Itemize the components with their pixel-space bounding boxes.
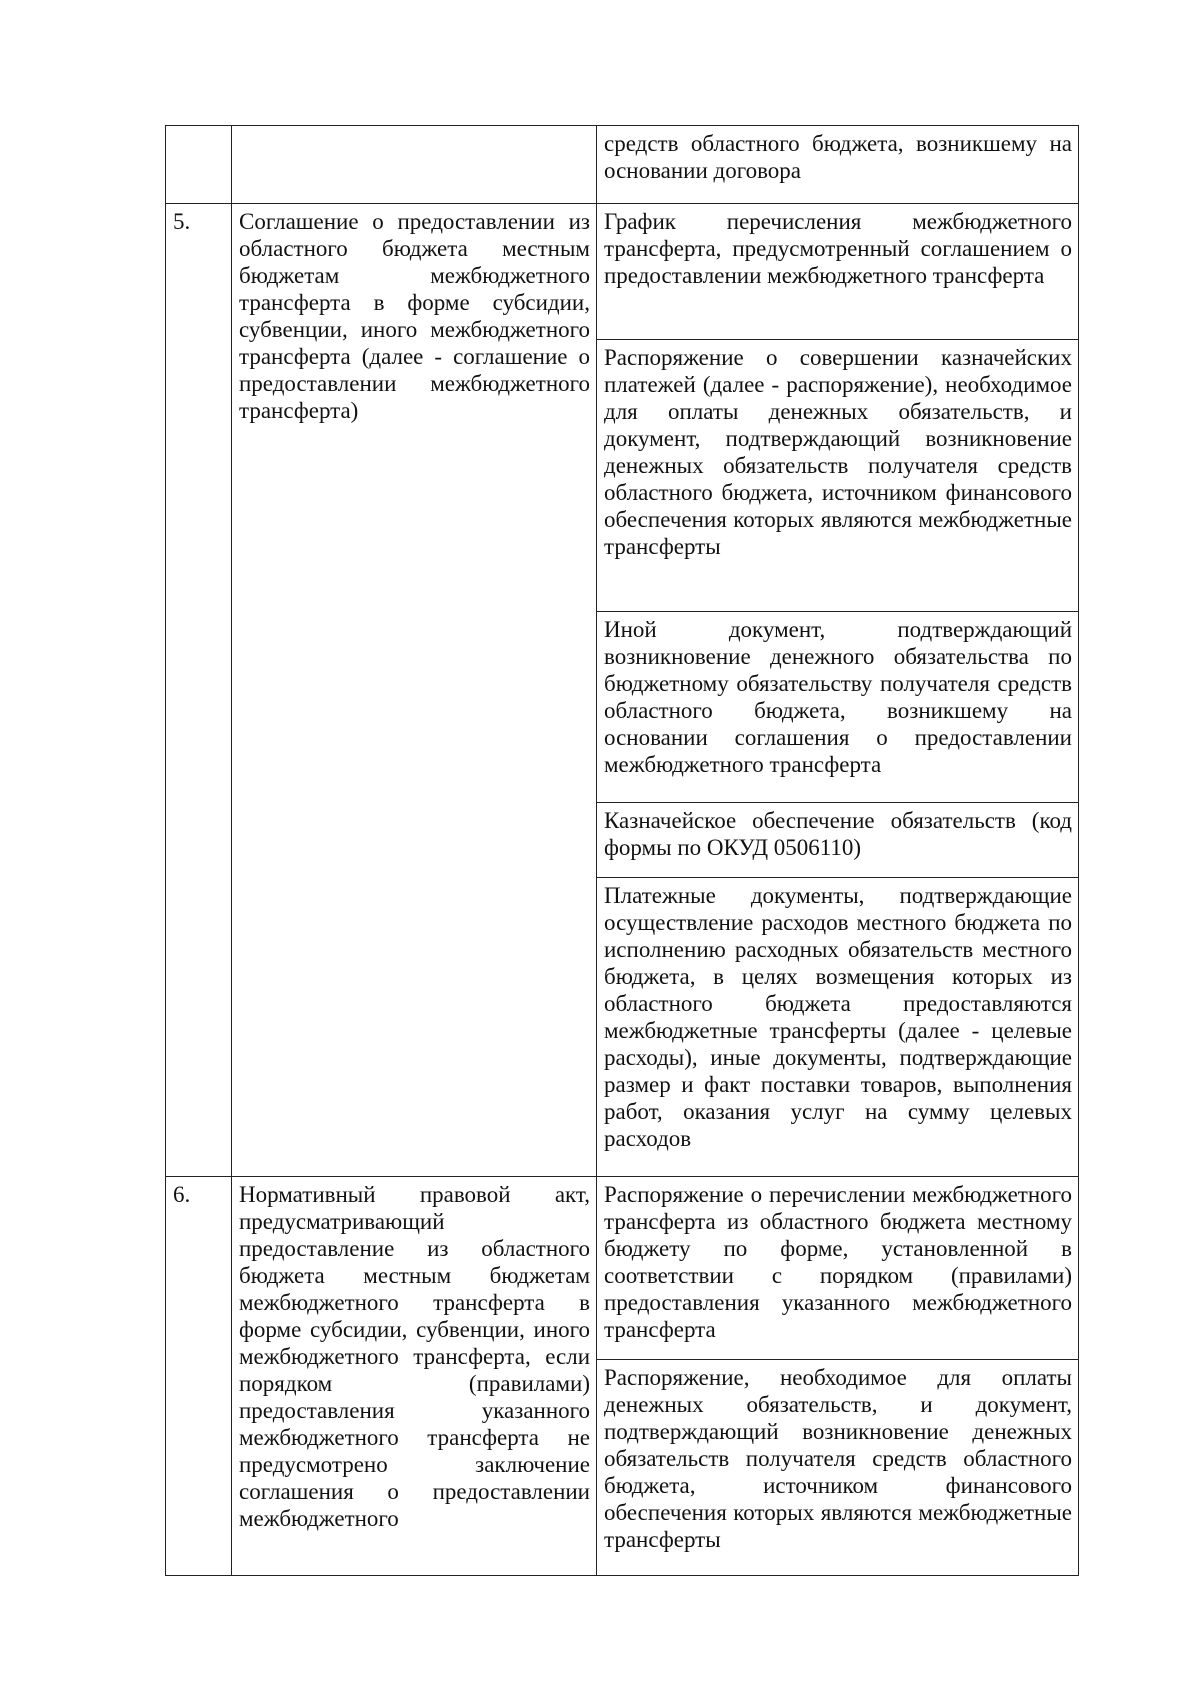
row-number: 6.: [166, 1177, 232, 1576]
confirming-document: Распоряжение о перечислении межбюджетного трансферта из областного бюджета местному бюджету по форме, установленной в соответствии с порядком (правилами) предоставления указанного межбюджетного трансферта: [597, 1177, 1079, 1360]
basis-document: [232, 126, 597, 204]
confirming-document: Платежные документы, подтверждающие осуществление расходов местного бюджета по исполнению расходных обязательств местного бюджета, в целях возмещения которых из областного бюджета предоставляются межбюджетные трансферты (далее - целевые расходы), иные документы, подтверждающие размер и факт поставки товаров, выполнения работ, оказания услуг на сумму целевых расходов: [597, 878, 1079, 1177]
table-row: [166, 204, 1079, 340]
row-number: [166, 126, 232, 204]
documents-table: [165, 125, 1079, 1576]
confirming-document: средств областного бюджета, возникшему на основании договора: [597, 126, 1079, 204]
row-number: 5.: [166, 204, 232, 1177]
confirming-document: Распоряжение, необходимое для оплаты денежных обязательств, и документ, подтверждающий возникновение денежных обязательств получателя средств областного бюджета, источником финансового обеспечения которых являются межбюджетные трансферты: [597, 1360, 1079, 1576]
table-row: [166, 1177, 1079, 1360]
table-row: [166, 126, 1079, 204]
confirming-document: Распоряжение о совершении казначейских платежей (далее - распоряжение), необходимое для оплаты денежных обязательств, и документ, подтверждающий возникновение денежных обязательств получателя средств областного бюджета, источником финансового обеспечения которых являются межбюджетные трансферты: [597, 340, 1079, 612]
confirming-document: График перечисления межбюджетного трансферта, предусмотренный соглашением о предоставлении межбюджетного трансферта: [597, 204, 1079, 340]
basis-document: Соглашение о предоставлении из областного бюджета местным бюджетам межбюджетного трансферта в форме субсидии, субвенции, иного межбюджетного трансферта (далее - соглашение о предоставлении межбюджетного трансферта): [232, 204, 597, 1177]
basis-document: Нормативный правовой акт, предусматривающий предоставление из областного бюджета местным бюджетам межбюджетного трансферта в форме субсидии, субвенции, иного межбюджетного трансферта, если порядком (правилами) предоставления указанного межбюджетного трансферта не предусмотрено заключение соглашения о предоставлении межбюджетного: [232, 1177, 597, 1576]
confirming-document: Иной документ, подтверждающий возникновение денежного обязательства по бюджетному обязательству получателя средств областного бюджета, возникшему на основании соглашения о предоставлении межбюджетного трансферта: [597, 612, 1079, 803]
confirming-document: Казначейское обеспечение обязательств (код формы по ОКУД 0506110): [597, 803, 1079, 878]
